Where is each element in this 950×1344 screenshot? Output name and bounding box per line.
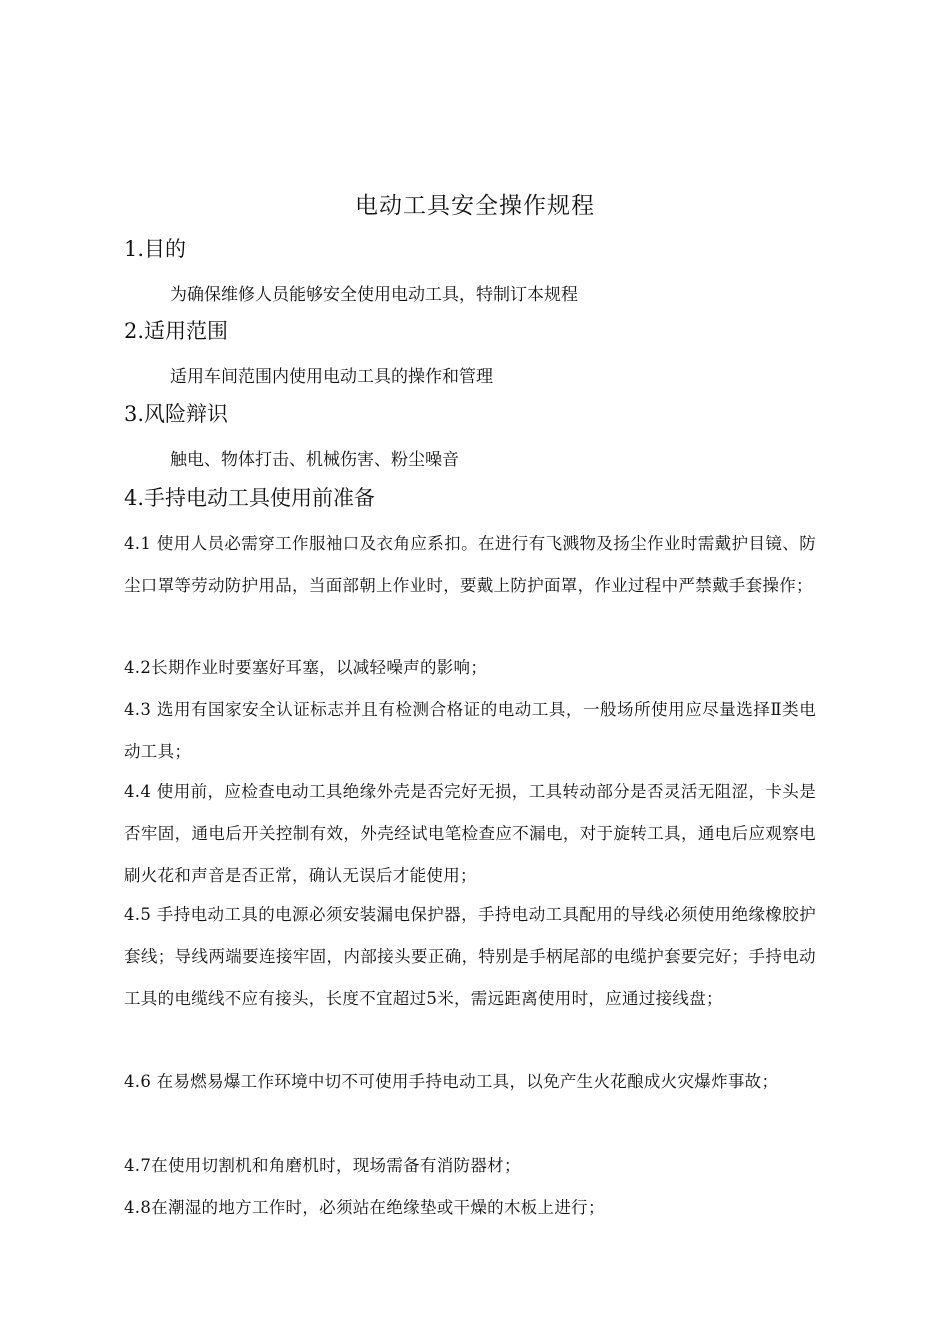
list-item: 4.5 手持电动工具的电源必须安装漏电保护器，手持电动工具配用的导线必须使用绝缘橡胶护套线；导线两端要连接牢固，内部接头要正确，特别是手柄尾部的电缆护套要完好；手持电动工具的电缆线不应有接头，长度不宜超过5米，需远距离使用时，应通过接线盘； [124,905,816,1008]
list-item: 4.4 使用前，应检查电动工具绝缘外壳是否完好无损，工具转动部分是否灵活无阻涩，卡头是否牢固，通电后开关控制有效，外壳经试电笔检查应不漏电，对于旋转工具，通电后应观察电刷火花和声音是否正常，确认无误后才能使用； [124,782,816,885]
section-text-scope: 适用车间范围内使用电动工具的操作和管理 [170,367,493,387]
document-title: 电动工具安全操作规程 [355,193,595,219]
section-heading-risk: 3.风险辩识 [124,402,229,426]
list-item: 4.8在潮湿的地方工作时，必须站在绝缘垫或干燥的木板上进行； [124,1198,605,1217]
section-heading-scope: 2.适用范围 [124,319,229,343]
section-heading-preparation: 4.手持电动工具使用前准备 [124,486,376,510]
list-item: 4.3 选用有国家安全认证标志并且有检测合格证的电动工具，一般场所使用应尽量选择Ⅱ类电动工具； [124,700,816,761]
list-item: 4.1 使用人员必需穿工作服袖口及衣角应系扣。在进行有飞溅物及扬尘作业时需戴护目镜、防尘口罩等劳动防护用品，当面部朝上作业时，要戴上防护面罩，作业过程中严禁戴手套操作； [124,534,816,595]
list-item: 4.2长期作业时要塞好耳塞，以减轻噪声的影响； [124,658,488,677]
section-text-purpose: 为确保维修人员能够安全使用电动工具，特制订本规程 [170,285,578,305]
list-item: 4.6 在易燃易爆工作环境中切不可使用手持电动工具，以免产生火花酿成火灾爆炸事故； [124,1072,779,1091]
section-text-risk: 触电、物体打击、机械伤害、粉尘噪音 [170,450,459,470]
section-heading-purpose: 1.目的 [124,237,187,261]
list-item: 4.7在使用切割机和角磨机时，现场需备有消防器材； [124,1156,521,1175]
